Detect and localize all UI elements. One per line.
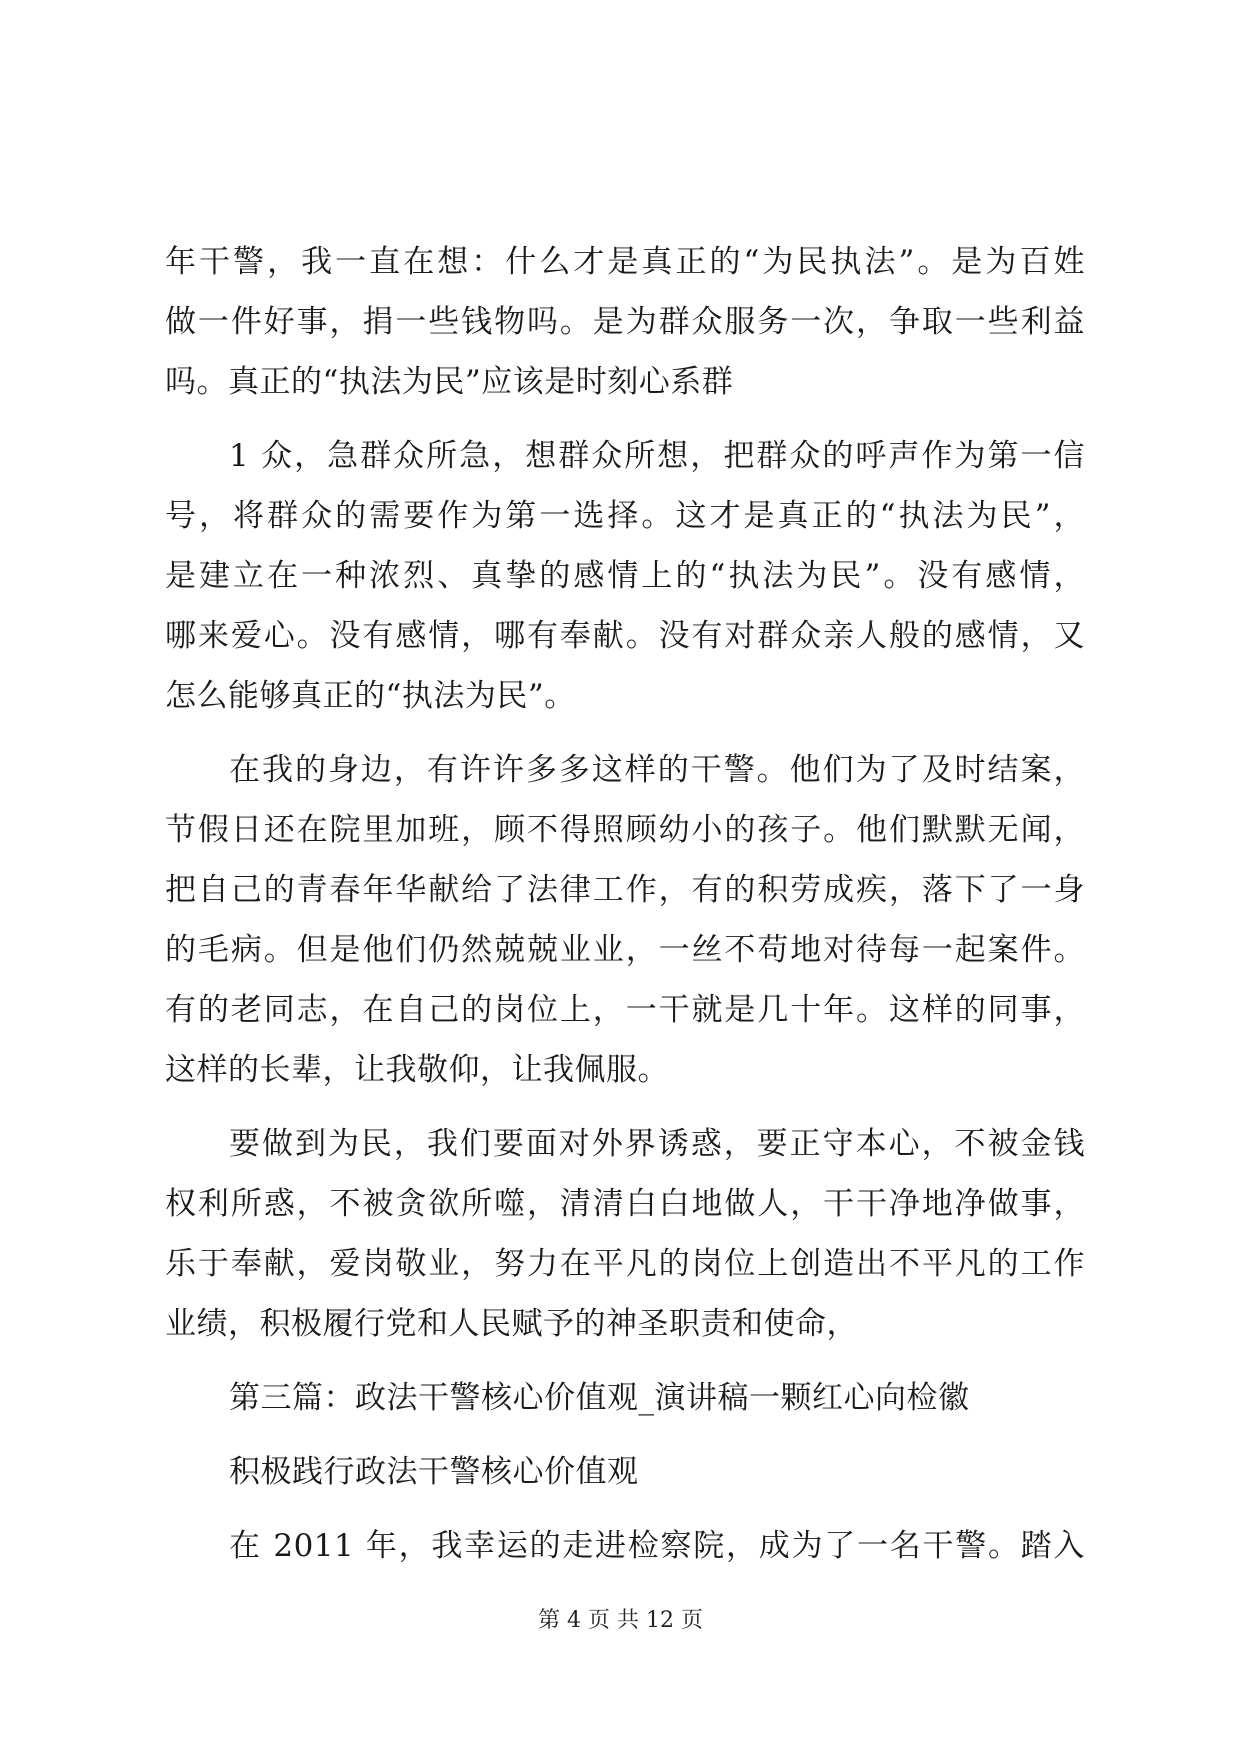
text-line: 做一件好事，捐一些钱物吗。是为群众服务一次，争取一些利益 (165, 304, 1085, 340)
paragraph-5 (165, 1516, 1085, 1576)
section-subheading (165, 1442, 1085, 1502)
text-line: 节假日还在院里加班，顾不得照顾幼小的孩子。他们默默无闻， (165, 812, 1085, 848)
text-line: 年干警，我一直在想：什么才是真正的“为民执法”。是为百姓 (165, 244, 1085, 280)
text-line: 怎么能够真正的“执法为民”。 (165, 678, 576, 714)
text-line: 在 2011 年，我幸运的走进检察院，成为了一名干警。踏入 (229, 1528, 1085, 1564)
paragraph-1 (165, 232, 1085, 412)
text-line: 在我的身边，有许许多多这样的干警。他们为了及时结案， (229, 752, 1085, 788)
text-line: 1 众，急群众所急，想群众所想，把群众的呼声作为第一信 (229, 438, 1085, 474)
text-line: 是建立在一种浓烈、真挚的感情上的“执法为民”。没有感情， (165, 558, 1085, 594)
text-line: 要做到为民，我们要面对外界诱惑，要正守本心，不被金钱 (229, 1126, 1085, 1162)
text-line: 权利所惑，不被贪欲所噬，清清白白地做人，干干净地净做事， (165, 1186, 1085, 1222)
paragraph-4 (165, 1114, 1085, 1354)
text-line: 吗。真正的“执法为民”应该是时刻心系群 (165, 364, 734, 400)
text-line: 把自己的青春年华献给了法律工作，有的积劳成疾，落下了一身 (165, 872, 1085, 908)
text-line: 有的老同志，在自己的岗位上，一干就是几十年。这样的同事， (165, 992, 1085, 1028)
section-heading (165, 1368, 1085, 1428)
paragraph-3 (165, 740, 1085, 1100)
text-line: 号，将群众的需要作为第一选择。这才是真正的“执法为民”， (165, 498, 1085, 534)
body-text (165, 232, 1085, 1576)
heading-line: 第三篇：政法干警核心价值观_演讲稿一颗红心向检徽 (229, 1380, 970, 1416)
text-line: 的毛病。但是他们仍然兢兢业业，一丝不苟地对待每一起案件。 (165, 932, 1085, 968)
subheading-line: 积极践行政法干警核心价值观 (229, 1454, 639, 1490)
text-line: 哪来爱心。没有感情，哪有奉献。没有对群众亲人般的感情，又 (165, 618, 1085, 654)
text-line: 业绩，积极履行党和人民赋予的神圣职责和使命， (165, 1306, 858, 1342)
text-line: 这样的长辈，让我敬仰，让我佩服。 (165, 1052, 669, 1088)
page-number: 第 4 页 共 12 页 (538, 1608, 703, 1633)
paragraph-2 (165, 426, 1085, 726)
text-line: 乐于奉献，爱岗敬业，努力在平凡的岗位上创造出不平凡的工作 (165, 1246, 1085, 1282)
